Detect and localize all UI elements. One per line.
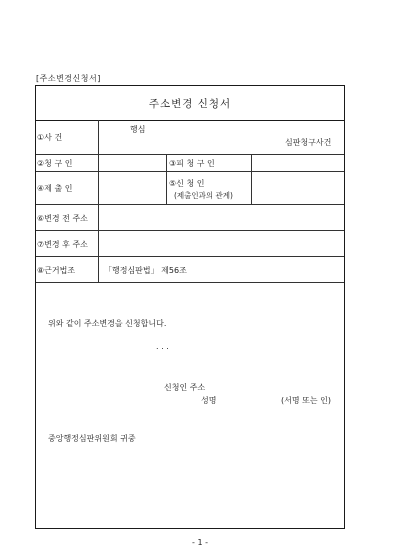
column-divider: [166, 154, 167, 204]
applicant-address-label: 신청인 주소: [164, 383, 206, 392]
after-address-label: ⑦변경 후 주소: [37, 240, 88, 249]
basis-value: 「행정심판법」 제56조: [104, 266, 187, 275]
column-divider: [251, 154, 252, 204]
claimant-label: ②청 구 인: [37, 159, 73, 168]
row-divider: [36, 282, 344, 283]
signature-label: (서명 또는 인): [281, 396, 331, 405]
row-divider: [36, 204, 344, 205]
respondent-label: ③피 청 구 인: [169, 159, 215, 168]
form-tag: [주소변경신청서]: [36, 74, 101, 83]
name-label: 성명: [201, 396, 217, 405]
case-value-prefix: 행심: [130, 125, 146, 134]
form-title: 주소변경 신청서: [36, 86, 344, 121]
case-label: ①사 건: [37, 133, 63, 142]
statement-text: 위와 같이 주소변경을 신청합니다.: [48, 319, 167, 328]
date-marks: . . .: [156, 342, 169, 351]
row-divider: [36, 154, 344, 155]
addressee-text: 중앙행정심판위원회 귀중: [48, 434, 136, 443]
row-divider: [36, 230, 344, 231]
case-value-suffix: 심판청구사건: [285, 138, 332, 147]
column-divider: [98, 120, 99, 282]
applicant-label: ⑤신 청 인: [169, 179, 205, 188]
application-form: [35, 85, 345, 529]
row-divider: [36, 171, 344, 172]
submitter-label: ④제 출 인: [37, 184, 73, 193]
applicant-relation: (제출인과의 관계): [174, 191, 233, 200]
page-number: - 1 -: [192, 538, 208, 547]
row-divider: [36, 256, 344, 257]
basis-label: ⑧근거법조: [37, 266, 76, 275]
before-address-label: ⑥변경 전 주소: [37, 214, 88, 223]
